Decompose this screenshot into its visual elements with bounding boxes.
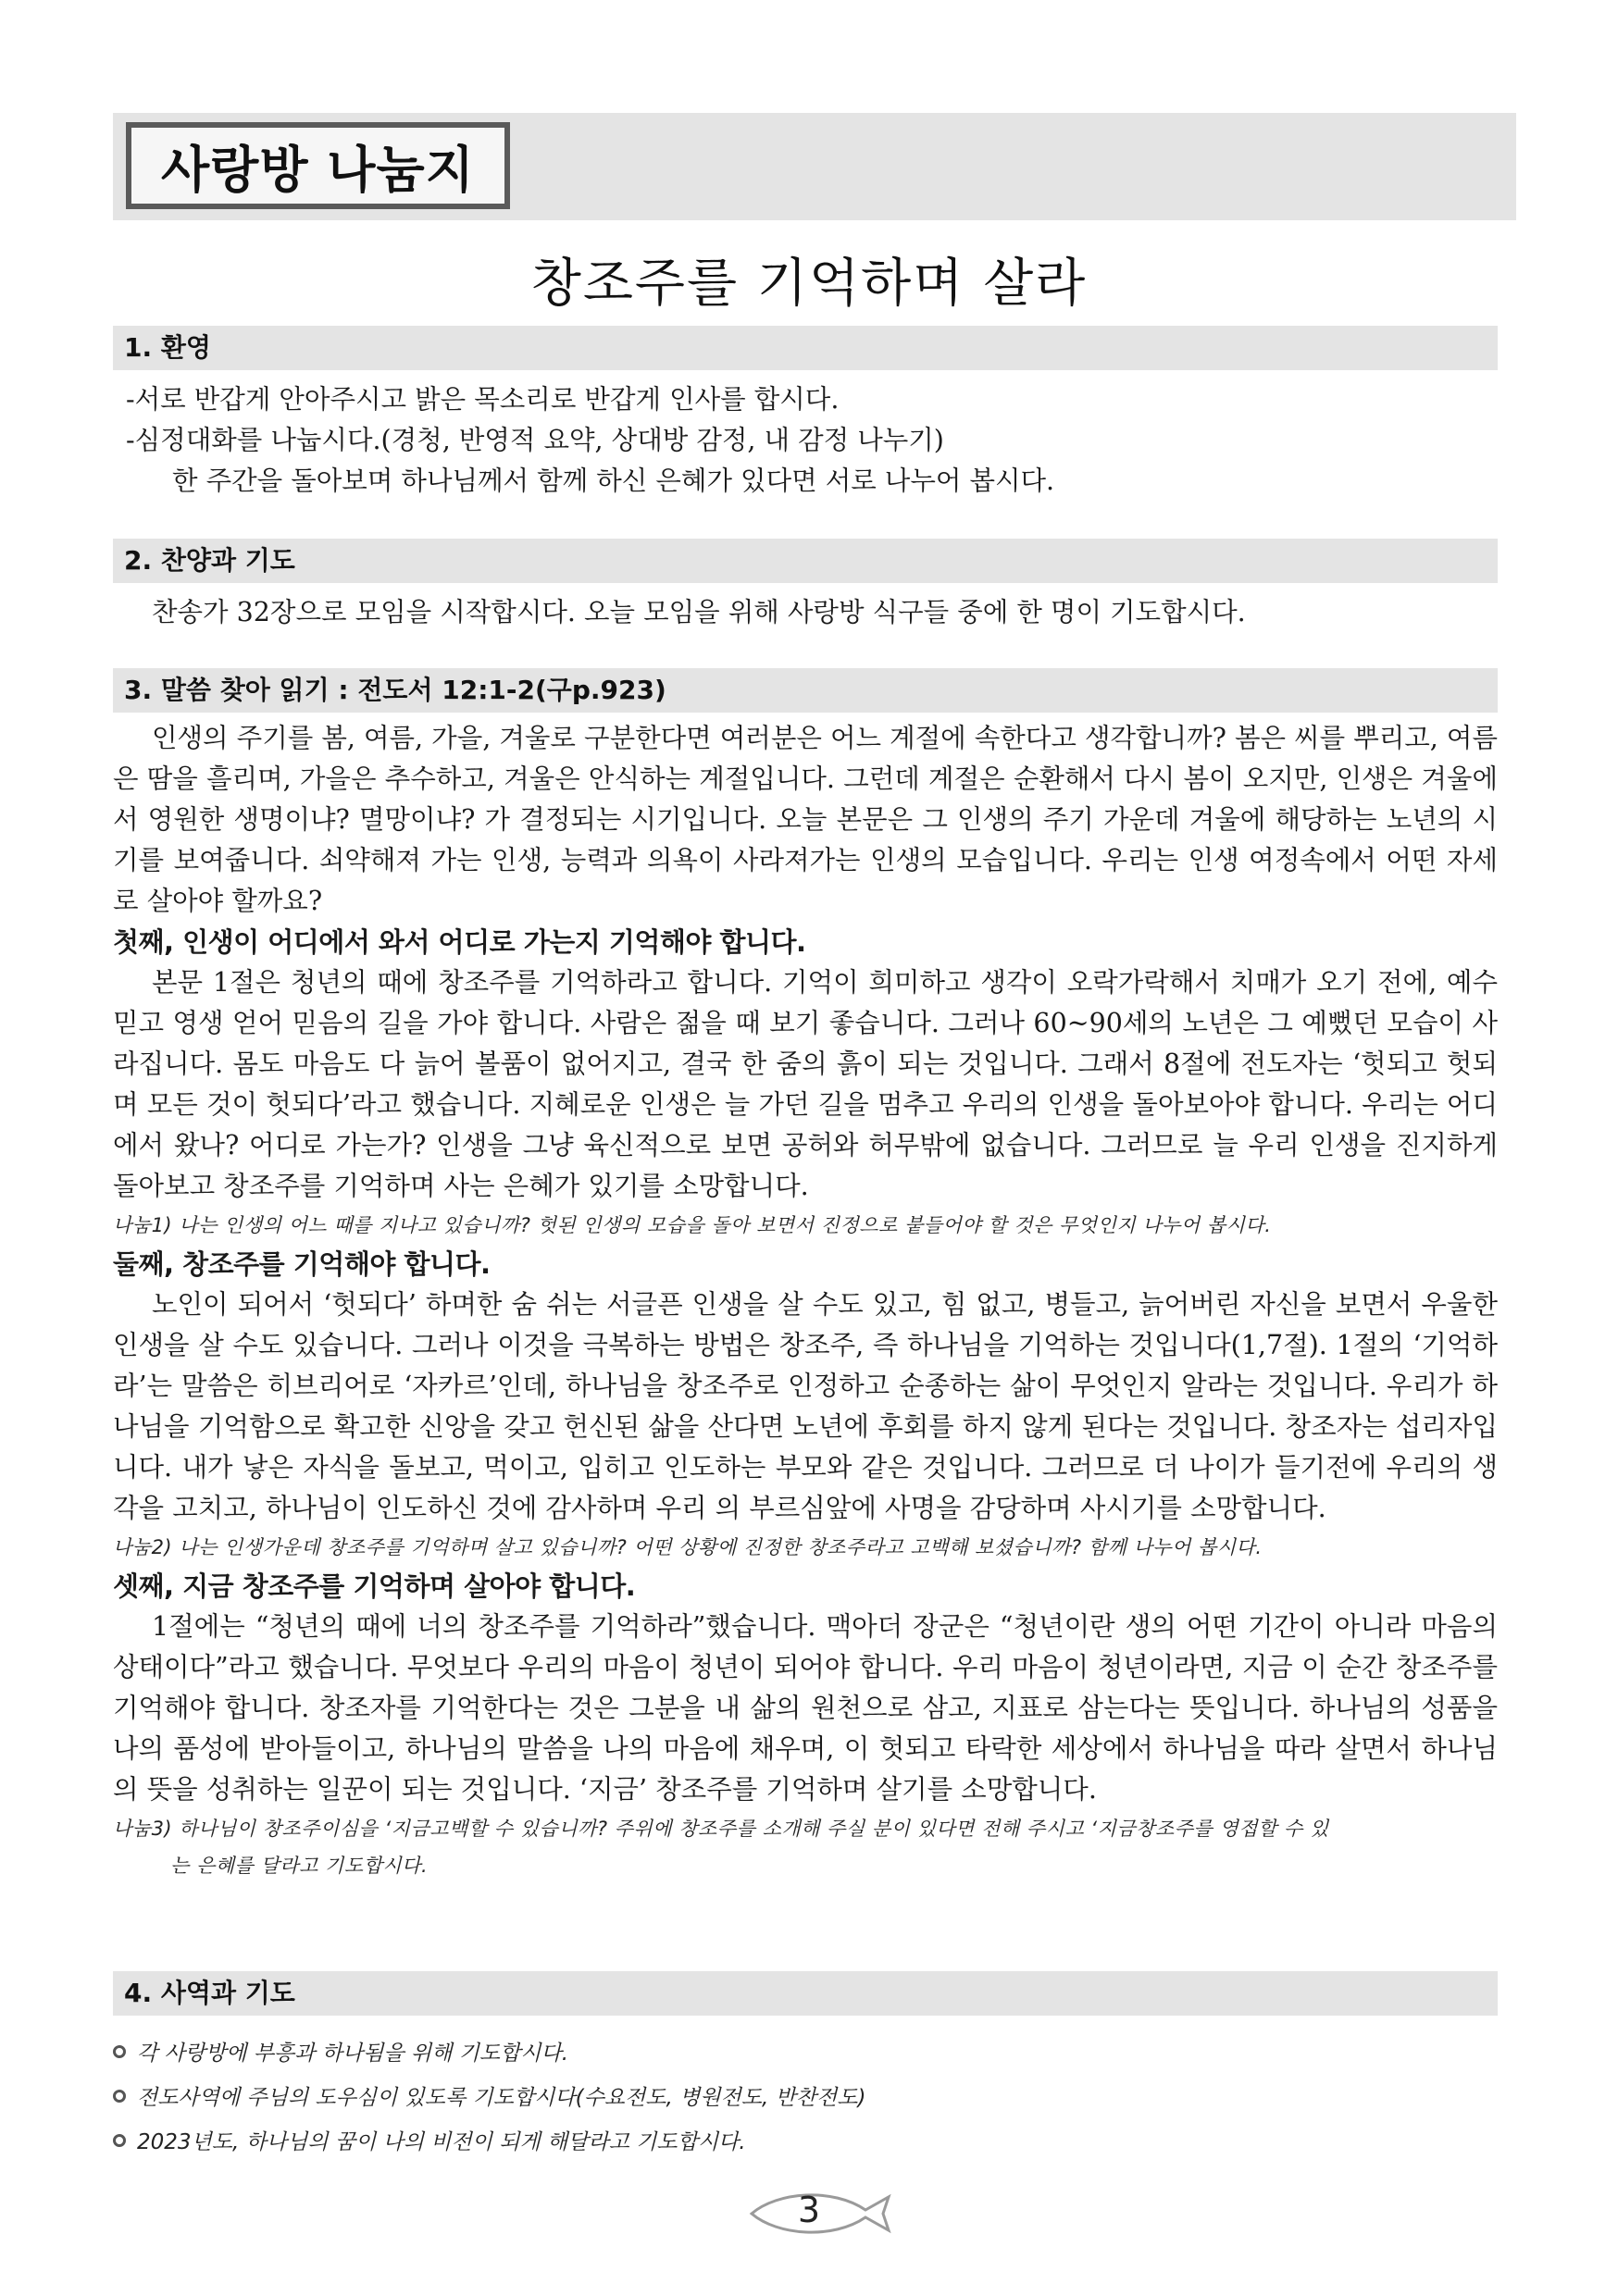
share-question: 나눔2) 나는 인생가운데 창조주를 기억하며 살고 있습니까? 어떤 상황에 진정한 창조주라고 고백해 보셨습니까? 함께 나누어 봅시다. <box>113 1536 1263 1558</box>
bullet-icon <box>113 2134 126 2147</box>
section-heading-word: 3. 말씀 찾아 읽기 : 전도서 12:1-2(구p.923) <box>113 668 1498 713</box>
page-footer <box>0 2186 1618 2241</box>
prayer-item <box>113 2125 746 2155</box>
section-heading-prayer: 4. 사역과 기도 <box>113 1971 1498 2016</box>
header-banner <box>113 113 1516 220</box>
word-body <box>113 718 1498 1884</box>
page-number: 3 <box>797 2190 821 2230</box>
prayer-text: 2023년도, 하나님의 꿈이 나의 비전이 되게 해달라고 기도합시다. <box>137 2130 746 2154</box>
point-heading: 첫째, 인생이 어디에서 와서 어디로 가는지 기억해야 합니다. <box>113 926 806 958</box>
praise-body <box>113 592 1498 633</box>
point-heading: 둘째, 창조주를 기억해야 합니다. <box>113 1248 491 1280</box>
share-question: 나눔1) 나는 인생의 어느 때를 지나고 있습니까? 헛된 인생의 모습을 돌아 보면서 진정으로 붙들어야 할 것은 무엇인지 나누어 봅시다. <box>113 1214 1272 1236</box>
point-body: 1절에는 “청년의 때에 너의 창조주를 기억하라”했습니다. 맥아더 장군은 “청년이란 생의 어떤 기간이 아니라 마음의 상태이다”라고 했습니다. 무엇보다 우리의 마음이 청년이 되어야 합니다. 우리 마음이 청년이라면, 지금 이 순간 창조주를 기억해야 합니다. 창조자를 기억한다는 것은 그분을 내 삶의 원천으로 삼고, 지표로 삼는다는 뜻입니다. 하나님의 성품을 나의 품성에 받아들이고, 하나님의 말씀을 나의 마음에 채우며, 이 헛되고 타락한 세상에서 하나님을 따라 살면서 하나님의 뜻을 성취하는 일꾼이 되는 것입니다. ‘지금’ 창조주를 기억하며 살기를 소망합니다. <box>113 1611 1498 1805</box>
page-title: 창조주를 기억하며 살라 <box>530 254 1088 314</box>
prayer-text: 전도사역에 주님의 도우심이 있도록 기도합시다(수요전도, 병원전도, 반찬전도) <box>137 2086 866 2110</box>
point-heading: 셋째, 지금 창조주를 기억하며 살아야 합니다. <box>113 1570 636 1602</box>
welcome-body <box>113 379 1498 502</box>
welcome-line: -서로 반갑게 안아주시고 밝은 목소리로 반갑게 인사를 합시다. <box>126 384 840 415</box>
word-intro: 인생의 주기를 봄, 여름, 가을, 겨울로 구분한다면 여러분은 어느 계절에 속한다고 생각합니까? 봄은 씨를 뿌리고, 여름은 땀을 흘리며, 가을은 추수하고, 겨울은 안식하는 계절입니다. 그런데 계절은 순환해서 다시 봄이 오지만, 인생은 겨울에서 영원한 생명이냐? 멸망이냐? 가 결정되는 시기입니다. 오늘 본문은 그 인생의 주기 가운데 겨울에 해당하는 노년의 시기를 보여줍니다. 쇠약해져 가는 인생, 능력과 의욕이 사라져가는 인생의 모습입니다. 우리는 인생 여정속에서 어떤 자세로 살아야 할까요? <box>113 723 1498 916</box>
bullet-icon <box>113 2045 126 2058</box>
welcome-line: 한 주간을 돌아보며 하나님께서 함께 하신 은혜가 있다면 서로 나누어 봅시다. <box>172 465 1055 496</box>
section-heading-welcome: 1. 환영 <box>113 326 1498 370</box>
share-question-continued: 는 은혜를 달라고 기도합시다. <box>170 1855 429 1877</box>
praise-text: 찬송가 32장으로 모임을 시작합시다. 오늘 모임을 위해 사랑방 식구들 중에 한 명이 기도합시다. <box>152 597 1246 627</box>
banner-label: 사랑방 나눔지 <box>126 122 510 209</box>
section-heading-praise: 2. 찬양과 기도 <box>113 539 1498 583</box>
share-question: 나눔3) 하나님이 창조주이심을 ‘지금고백할 수 있습니까? 주위에 창조주를 소개해 주실 분이 있다면 전해 주시고 ‘지금창조주를 영접할 수 있 <box>113 1818 1329 1840</box>
point-body: 본문 1절은 청년의 때에 창조주를 기억하라고 합니다. 기억이 희미하고 생각이 오락가락해서 치매가 오기 전에, 예수 믿고 영생 얻어 믿음의 길을 가야 합니다. 사람은 젊을 때 보기 좋습니다. 그러나 60~90세의 노년은 그 예뻤던 모습이 사라집니다. 몸도 마음도 다 늙어 볼품이 없어지고, 결국 한 줌의 흙이 되는 것입니다. 그래서 8절에 전도자는 ‘헛되고 헛되며 모든 것이 헛되다’라고 했습니다. 지혜로운 인생은 늘 가던 길을 멈추고 우리의 인생을 돌아보아야 합니다. 우리는 어디에서 왔나? 어디로 가는가? 인생을 그냥 육신적으로 보면 공허와 허무밖에 없습니다. 그러므로 늘 우리 인생을 진지하게 돌아보고 창조주를 기억하며 사는 은혜가 있기를 소망합니다. <box>113 967 1498 1201</box>
welcome-line: -심정대화를 나눕시다.(경청, 반영적 요약, 상대방 감정, 내 감정 나누기) <box>126 425 944 455</box>
bullet-icon <box>113 2090 126 2103</box>
prayer-item <box>113 2080 865 2111</box>
prayer-text: 각 사랑방에 부흥과 하나됨을 위해 기도합시다. <box>137 2042 569 2066</box>
point-body: 노인이 되어서 ‘헛되다’ 하며한 숨 쉬는 서글픈 인생을 살 수도 있고, 힘 없고, 병들고, 늙어버린 자신을 보면서 우울한 인생을 살 수도 있습니다. 그러나 이것을 극복하는 방법은 창조주, 즉 하나님을 기억하는 것입니다(1,7절). 1절의 ‘기억하라’는 말씀은 히브리어로 ‘자카르’인데, 하나님을 창조주로 인정하고 순종하는 삶이 무엇인지 알라는 것입니다. 우리가 하나님을 기억함으로 확고한 신앙을 갖고 헌신된 삶을 산다면 노년에 후회를 하지 않게 된다는 것입니다. 창조자는 섭리자입니다. 내가 낳은 자식을 돌보고, 먹이고, 입히고 인도하는 부모와 같은 것입니다. 그러므로 더 나이가 들기전에 우리의 생각을 고치고, 하나님이 인도하신 것에 감사하며 우리 의 부르심앞에 사명을 감당하며 사시기를 소망합니다. <box>113 1289 1498 1523</box>
prayer-item <box>113 2036 568 2066</box>
